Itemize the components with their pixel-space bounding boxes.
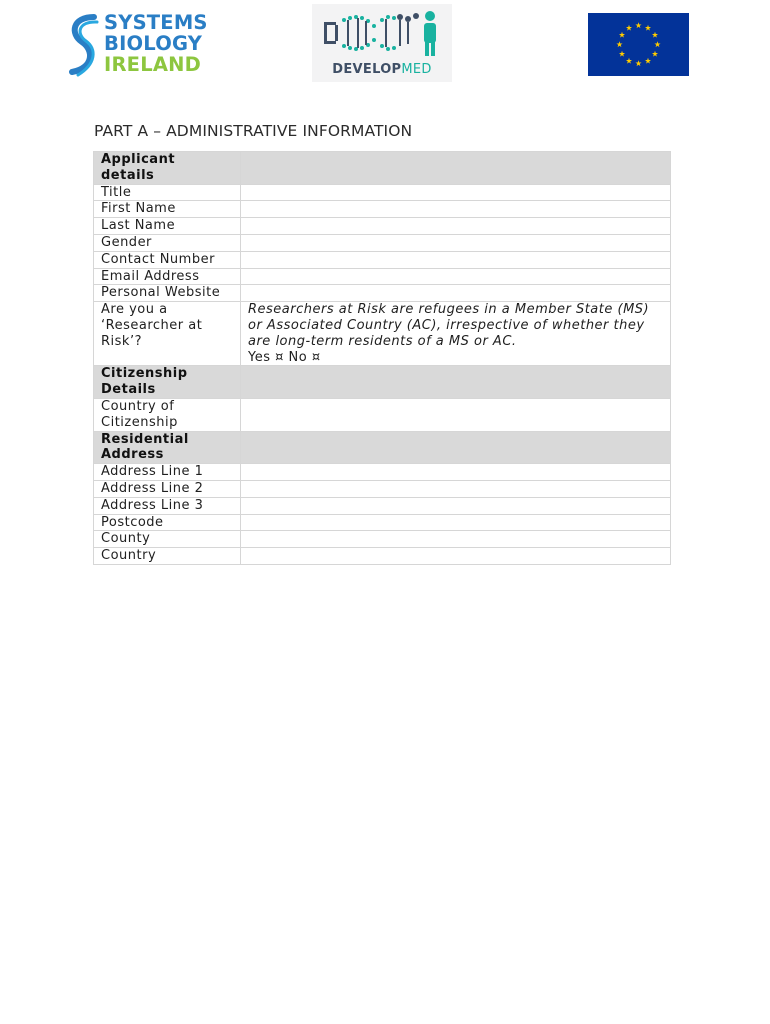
table-row xyxy=(94,548,671,565)
section-applicant-details xyxy=(94,152,671,185)
table-row xyxy=(94,531,671,548)
eu-flag-icon xyxy=(588,13,689,76)
administrative-info-table xyxy=(93,151,671,565)
developmed-logo xyxy=(312,4,452,82)
county-field[interactable] xyxy=(241,531,671,548)
table-row xyxy=(94,184,671,201)
section-header-filler xyxy=(241,431,671,464)
contact-number-field[interactable] xyxy=(241,251,671,268)
field-label-email: Email Address xyxy=(94,268,241,285)
sbi-logo-word-1: SYSTEMS xyxy=(104,11,208,34)
table-row xyxy=(94,514,671,531)
table-row xyxy=(94,480,671,497)
table-row xyxy=(94,497,671,514)
field-label-country: Country xyxy=(94,548,241,565)
gender-field[interactable] xyxy=(241,234,671,251)
field-label-last-name: Last Name xyxy=(94,218,241,235)
systems-biology-ireland-logo xyxy=(64,12,220,80)
developmed-wordmark-part2: MED xyxy=(401,62,432,77)
table-row xyxy=(94,201,671,218)
yes-no-choice[interactable]: Yes ¤ No ¤ xyxy=(248,349,321,365)
country-of-citizenship-field[interactable] xyxy=(241,398,671,431)
field-label-first-name: First Name xyxy=(94,201,241,218)
researcher-at-risk-field[interactable] xyxy=(241,302,671,366)
country-field[interactable] xyxy=(241,548,671,565)
table-row xyxy=(94,398,671,431)
section-header-filler xyxy=(241,152,671,185)
developmed-wordmark xyxy=(312,62,452,77)
first-name-field[interactable] xyxy=(241,201,671,218)
table-row xyxy=(94,251,671,268)
table-row xyxy=(94,268,671,285)
field-label-researcher-at-risk: Are you a ‘Researcher at Risk’? xyxy=(94,302,241,366)
email-field[interactable] xyxy=(241,268,671,285)
field-label-gender: Gender xyxy=(94,234,241,251)
field-label-address-line-1: Address Line 1 xyxy=(94,464,241,481)
last-name-field[interactable] xyxy=(241,218,671,235)
table-row xyxy=(94,218,671,235)
field-label-county: County xyxy=(94,531,241,548)
field-label-address-line-3: Address Line 3 xyxy=(94,497,241,514)
section-header-filler xyxy=(241,366,671,399)
field-label-country-of-citizenship: Country of Citizenship xyxy=(94,398,241,431)
field-label-website: Personal Website xyxy=(94,285,241,302)
address-line-3-field[interactable] xyxy=(241,497,671,514)
table-row xyxy=(94,464,671,481)
postcode-field[interactable] xyxy=(241,514,671,531)
part-title: PART A – ADMINISTRATIVE INFORMATION xyxy=(94,122,413,140)
table-row xyxy=(94,234,671,251)
researcher-at-risk-note: Researchers at Risk are refugees in a Member State (MS) or Associated Country (AC), irrespective of whether they are long-term residents of a MS or AC. xyxy=(248,302,650,349)
address-line-1-field[interactable] xyxy=(241,464,671,481)
website-field[interactable] xyxy=(241,285,671,302)
section-residential-address xyxy=(94,431,671,464)
address-line-2-field[interactable] xyxy=(241,480,671,497)
sbi-logo-word-2: BIOLOGY xyxy=(104,32,203,55)
section-header: Applicant details xyxy=(94,152,241,185)
section-header: Citizenship Details xyxy=(94,366,241,399)
field-label-contact-number: Contact Number xyxy=(94,251,241,268)
field-label-address-line-2: Address Line 2 xyxy=(94,480,241,497)
sbi-s-mark-icon xyxy=(64,12,104,78)
dna-person-icon xyxy=(320,8,444,60)
section-header: Residential Address xyxy=(94,431,241,464)
sbi-logo-word-3: IRELAND xyxy=(104,53,202,76)
eu-stars-icon xyxy=(588,13,689,76)
field-label-title: Title xyxy=(94,184,241,201)
title-field[interactable] xyxy=(241,184,671,201)
table-row xyxy=(94,302,671,366)
section-citizenship-details xyxy=(94,366,671,399)
field-label-postcode: Postcode xyxy=(94,514,241,531)
table-row xyxy=(94,285,671,302)
developmed-wordmark-part1: DEVELOP xyxy=(332,62,402,77)
